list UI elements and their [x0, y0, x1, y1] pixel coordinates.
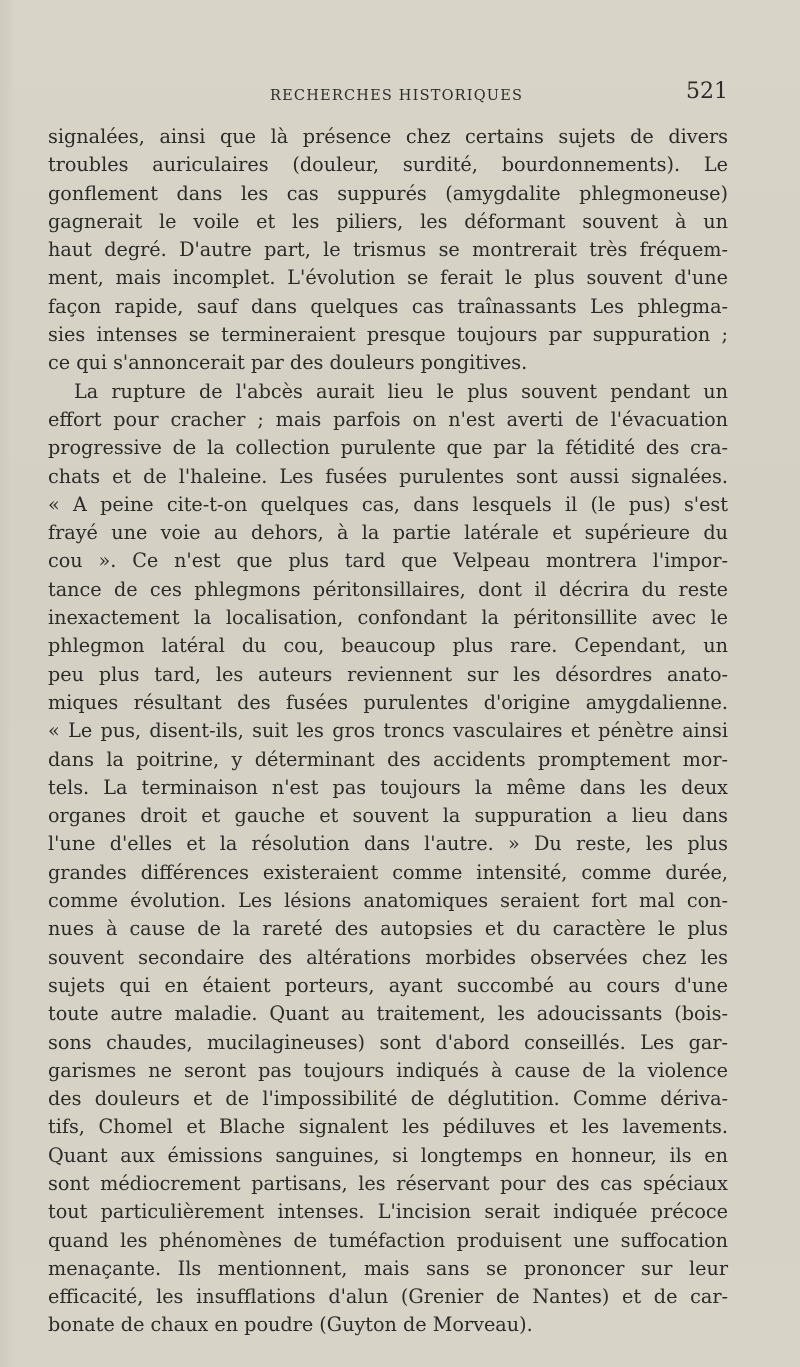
body-text	[48, 123, 728, 1340]
text-line: cou ». Ce n'est que plus tard que Velpeau montrera l'impor-	[48, 549, 728, 573]
text-line: souvent secondaire des altérations morbides observées chez les	[48, 945, 728, 969]
text-line: chats et de l'haleine. Les fusées purulentes sont aussi signalées.	[48, 464, 728, 488]
text-line: quand les phénomènes de tuméfaction produisent une suffocation	[48, 1228, 728, 1252]
text-line: progressive de la collection purulente que par la fétidité des cra-	[48, 436, 728, 460]
text-line: sont médiocrement partisans, les réservant pour des cas spéciaux	[48, 1171, 728, 1195]
text-line: dans la poitrine, y déterminant des accidents promptement mor-	[48, 747, 728, 771]
page-header	[48, 76, 732, 110]
text-line: sujets qui en étaient porteurs, ayant succombé au cours d'une	[48, 973, 728, 997]
text-line: sies intenses se termineraient presque toujours par suppuration ;	[48, 323, 728, 347]
text-line: nues à cause de la rareté des autopsies et du caractère le plus	[48, 917, 728, 941]
text-line: grandes différences existeraient comme intensité, comme durée,	[48, 860, 728, 884]
text-line: phlegmon latéral du cou, beaucoup plus rare. Cependant, un	[48, 634, 728, 658]
text-line: peu plus tard, les auteurs reviennent sur les désordres anato-	[48, 662, 728, 686]
text-line: sons chaudes, mucilagineuses) sont d'abord conseillés. Les gar-	[48, 1030, 728, 1054]
text-line: organes droit et gauche et souvent la suppuration a lieu dans	[48, 804, 728, 828]
text-line: tance de ces phlegmons péritonsillaires, dont il décrira du reste	[48, 577, 728, 601]
text-line: l'une d'elles et la résolution dans l'autre. » Du reste, les plus	[48, 832, 728, 856]
text-line: haut degré. D'autre part, le trismus se montrerait très fréquem-	[48, 238, 728, 262]
text-line: tout particulièrement intenses. L'incision serait indiquée précoce	[48, 1200, 728, 1224]
text-line: miques résultant des fusées purulentes d'origine amygdalienne.	[48, 690, 728, 714]
text-line: « Le pus, disent-ils, suit les gros troncs vasculaires et pénètre ainsi	[48, 719, 728, 743]
page-number: 521	[686, 79, 728, 104]
text-line: troubles auriculaires (douleur, surdité, bourdonnements). Le	[48, 153, 728, 177]
text-line: menaçante. Ils mentionnent, mais sans se prononcer sur leur	[48, 1256, 728, 1280]
text-line: façon rapide, sauf dans quelques cas traînassants Les phlegma-	[48, 294, 728, 318]
text-line: garismes ne seront pas toujours indiqués à cause de la violence	[48, 1058, 728, 1082]
text-line: effort pour cracher ; mais parfois on n'est averti de l'évacuation	[48, 407, 728, 431]
text-line: inexactement la localisation, confondant la péritonsillite avec le	[48, 606, 728, 630]
text-line: gagnerait le voile et les piliers, les déformant souvent à un	[48, 209, 728, 233]
text-line: efficacité, les insufflations d'alun (Grenier de Nantes) et de car-	[48, 1285, 728, 1309]
text-line: des douleurs et de l'impossibilité de déglutition. Comme dériva-	[48, 1087, 728, 1111]
text-line: tifs, Chomel et Blache signalent les pédiluves et les lavements.	[48, 1115, 728, 1139]
text-line: bonate de chaux en poudre (Guyton de Morveau).	[48, 1313, 533, 1337]
text-line: gonflement dans les cas suppurés (amygdalite phlegmoneuse)	[48, 181, 728, 205]
text-line: « A peine cite-t-on quelques cas, dans lesquels il (le pus) s'est	[48, 492, 728, 516]
running-title: RECHERCHES HISTORIQUES	[270, 88, 524, 104]
text-line: tels. La terminaison n'est pas toujours la même dans les deux	[48, 775, 728, 799]
text-line: La rupture de l'abcès aurait lieu le plus souvent pendant un	[74, 379, 728, 403]
text-line: frayé une voie au dehors, à la partie latérale et supérieure du	[48, 521, 728, 545]
text-line: ment, mais incomplet. L'évolution se ferait le plus souvent d'une	[48, 266, 728, 290]
text-line: comme évolution. Les lésions anatomiques seraient fort mal con-	[48, 889, 728, 913]
text-line: signalées, ainsi que là présence chez certains sujets de divers	[48, 125, 728, 148]
text-line: toute autre maladie. Quant au traitement, les adoucissants (bois-	[48, 1002, 728, 1026]
text-line: ce qui s'annoncerait par des douleurs pongitives.	[48, 351, 528, 375]
page-edge-shadow	[0, 0, 14, 1367]
text-line: Quant aux émissions sanguines, si longtemps en honneur, ils en	[48, 1143, 728, 1167]
